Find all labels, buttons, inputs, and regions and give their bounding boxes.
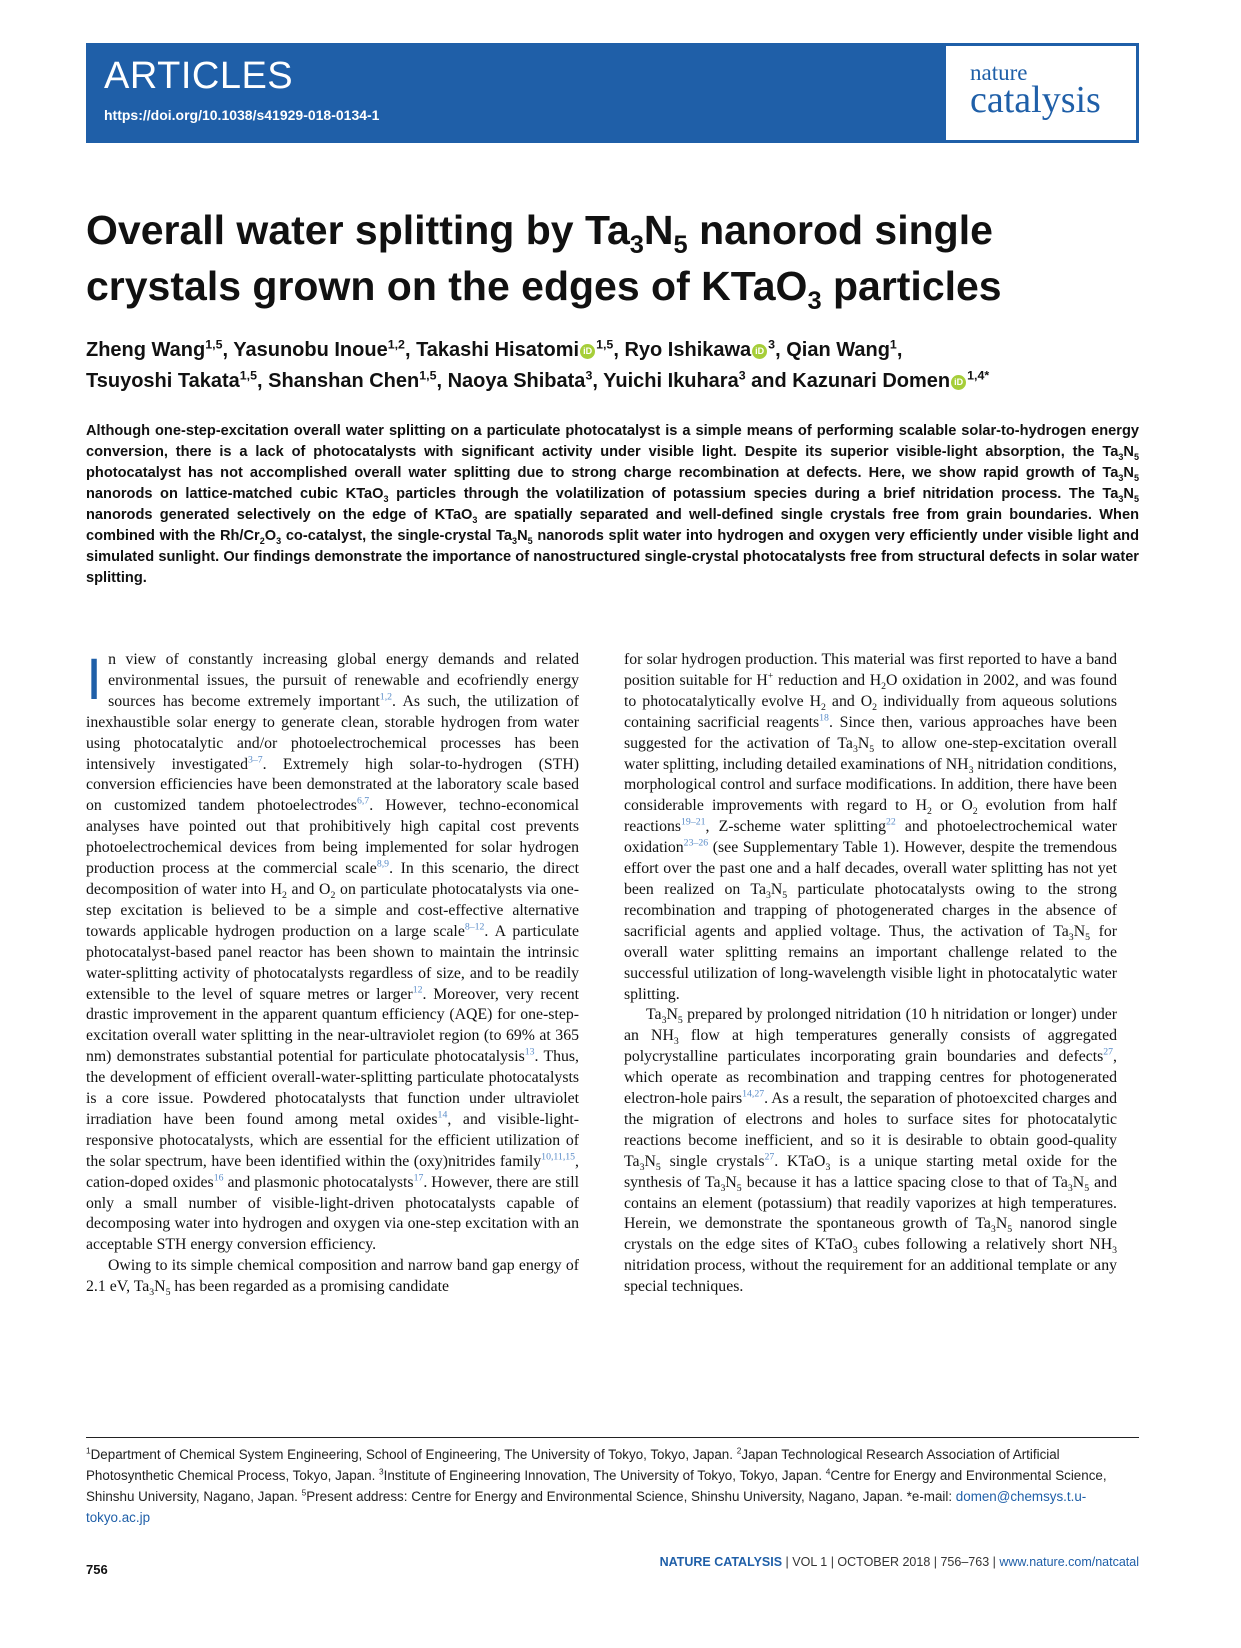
author-affiliation-marker: 3 xyxy=(768,337,776,352)
author-affiliation-marker: 1,5 xyxy=(596,337,614,352)
footnote-divider xyxy=(86,1437,1139,1438)
subscript: 5 xyxy=(527,535,533,546)
email-link[interactable]: domen@chemsys.t.u-tokyo.ac.jp xyxy=(86,1489,1087,1525)
subscript: 2 xyxy=(281,890,287,902)
citation-ref[interactable]: 8–12 xyxy=(464,921,485,933)
text-run: flow at high temperatures generally consists of aggregated polycrystalline particulates incorporating grain boundaries and defects xyxy=(624,1027,1117,1066)
author-affiliation-marker: 3 xyxy=(585,368,593,383)
text-run: co-catalyst, the single-crystal Ta xyxy=(281,528,513,544)
text-run: , Z-scheme water splitting xyxy=(705,818,886,836)
text-run: N xyxy=(666,1006,678,1024)
subscript: 3 xyxy=(673,1036,679,1048)
text-run: N xyxy=(770,880,783,898)
subscript: 3 xyxy=(852,743,858,755)
text-run: , and visible-light-responsive photocatalysts, which are essential for the efficient utilization of the solar spectrum, have been identified within the (oxy)nitrides family xyxy=(86,1110,580,1170)
text-run: particulate photocatalysts owing to the strong recombination and trapping of photogenerated charges in the absence of sacrificial agents and applied voltage. Thus, the activation of Ta xyxy=(624,880,1117,940)
author-affiliation-marker: 3 xyxy=(738,368,746,383)
subscript: 5 xyxy=(165,1287,171,1299)
text-run: single crystals xyxy=(660,1152,765,1170)
citation-ref[interactable]: 13 xyxy=(524,1046,535,1058)
text-run: N xyxy=(1123,486,1134,502)
text-run: N xyxy=(725,1173,737,1191)
subscript: 5 xyxy=(1133,493,1139,504)
subscript: 5 xyxy=(782,890,788,902)
text-run: N xyxy=(1072,1173,1085,1191)
author-name: Zheng Wang xyxy=(86,339,206,361)
subscript: 2 xyxy=(972,806,978,818)
text-run: n view of constantly increasing global energy demands and related environmental issues, the pursuit of renewable and ecofriendly energy sources has become extremely important xyxy=(108,651,579,710)
subscript: 3 xyxy=(1118,451,1124,462)
citation-ref[interactable]: 1,2 xyxy=(379,691,393,703)
subscript: 3 xyxy=(512,535,518,546)
text-run: N xyxy=(644,1152,656,1170)
text-run: evolution from half reactions xyxy=(624,797,1117,836)
subscript: 3 xyxy=(1068,931,1074,943)
body-paragraph xyxy=(86,647,580,1256)
text-run: N xyxy=(1123,444,1134,460)
subscript: 2 xyxy=(927,806,932,818)
subscript: 3 xyxy=(765,890,771,902)
subscript: 3 xyxy=(661,1015,667,1027)
orcid-icon[interactable]: iD xyxy=(951,375,966,390)
author-name: Ryo Ishikawa xyxy=(624,339,752,361)
text-run: nanorods generated selectively on the edge of KTaO xyxy=(86,507,473,523)
subscript: 3 xyxy=(1118,493,1124,504)
footer-issue-info: | VOL 1 | OCTOBER 2018 | 756–763 | xyxy=(782,1555,1000,1569)
author-affiliation-marker: 1,2 xyxy=(387,337,405,352)
subscript: 3 xyxy=(968,764,974,776)
text-run: , which operate as recombination and trapping centres for photogenerated electron-hole pairs xyxy=(624,1048,1117,1108)
citation-ref[interactable]: 14 xyxy=(437,1109,448,1121)
text-run: (see Supplementary Table 1). However, despite the tremendous effort over the past one and a half decades, overall water splitting has not yet been realized on Ta xyxy=(624,839,1117,898)
text-run: . A particulate photocatalyst-based panel reactor has been shown to maintain the intrinsic water-splitting activity of photocatalysts regardless of size, and to be readily extensible to the level of square metres or larger xyxy=(86,922,579,1003)
orcid-icon[interactable]: iD xyxy=(752,344,767,359)
text-run: N xyxy=(1073,922,1086,940)
running-footer xyxy=(660,1555,1139,1569)
affiliations: $^1$Department of Chemical System Engineering, School of Engineering, The University of Tokyo, Tokyo, Japan. $^2$Japan Technological Research Association of Artificial Photosynthetic Chemical Process, Tokyo, Japan. $^3$Institute of Engineering Innovation, The University of Tokyo, Tokyo, Japan. $^4$Centre for Energy and Environmental Science, Shinshu University, Nagano, Japan. $^5$Present address: Centre for Energy and Environmental Science, Shinshu University, Nagano, Japan. *e-mail: domen@chemsys.t.u-tokyo.ac.jp xyxy=(86,1445,1107,1525)
text-run: Owing to its simple chemical composition and narrow band gap energy of 2.1 eV, Ta xyxy=(86,1257,579,1296)
text-run: nitridation process, without the requirement for an additional template or any special techniques. xyxy=(624,1257,1117,1296)
subscript: 3 xyxy=(1112,1245,1117,1257)
text-run: N xyxy=(154,1278,166,1296)
citation-ref[interactable]: 17 xyxy=(413,1172,424,1184)
subscript: 5 xyxy=(1133,451,1139,462)
text-run: for overall water splitting remains an important challenge related to the successful utilization of long-wavelength visible light in photocatalytic water splitting. xyxy=(624,922,1117,1003)
citation-ref[interactable]: 16 xyxy=(213,1172,224,1184)
subscript: 3 xyxy=(720,1182,726,1194)
text-run: . Thus, the development of efficient overall-water-splitting particulate photocatalysts is a core issue. Powdered photocatalysts that function under ultraviolet irradiation have been found among metal oxides xyxy=(86,1048,579,1128)
text-run: nanorods split water into hydrogen and oxygen very efficiently under visible light and simulated sunlight. Our findings demonstrate the importance of nanostructured single-crystal photocatalysts free from structural defects in solar water splitting. xyxy=(86,528,1139,586)
subscript: 2 xyxy=(259,535,265,546)
author-name: Tsuyoshi Takata xyxy=(86,370,240,392)
text-run: photocatalyst has not accomplished overall water splitting due to strong charge recombination at defects. Here, we show rapid growth of Ta xyxy=(86,465,1119,481)
subscript: 5 xyxy=(1007,1224,1013,1236)
text-run: nanorods on lattice-matched cubic KTaO xyxy=(86,486,384,502)
journal-logo-line2: catalysis xyxy=(970,79,1101,121)
text-run: N xyxy=(857,734,870,752)
text-run: nanorod single crystals on the edge sites of KTaO xyxy=(624,1215,1117,1254)
text-run: or O xyxy=(931,797,973,815)
orcid-icon[interactable]: iD xyxy=(580,344,595,359)
citation-ref[interactable]: 8,9 xyxy=(376,858,390,870)
text-run: O oxidation in 2002, and was found to photocatalytically evolve H xyxy=(624,671,1117,710)
subscript: 3 xyxy=(639,1161,645,1173)
text-run: on particulate photocatalysts via one-step excitation is believed to be a simple and cost-effective alternative towards applicable hydrogen production on a large scale xyxy=(86,880,579,940)
abstract xyxy=(86,421,1139,589)
text-run: and O xyxy=(825,692,873,710)
doi-link[interactable]: https://doi.org/10.1038/s41929-018-0134-1 xyxy=(104,107,380,123)
citation-ref[interactable]: 27 xyxy=(1103,1046,1114,1058)
subscript: 3 xyxy=(383,493,389,504)
subscript: 5 xyxy=(869,743,875,755)
author-affiliation-marker: 1 xyxy=(889,337,897,352)
text-run: . As such, the utilization of inexhaustible solar energy to generate clean, storable hydrogen from water using photocatalytic and/or photoelectrochemical processes has been intensively investigated xyxy=(86,692,579,773)
subscript: 3 xyxy=(1067,1182,1073,1194)
text-run: are spatially separated and well-defined single crystals free from grain boundaries. When combined with the Rh/Cr xyxy=(86,507,1139,544)
citation-ref[interactable]: 19–21 xyxy=(681,816,706,828)
text-run: . Moreover, very recent drastic improvement in the apparent quantum efficiency (AQE) for one-step-excitation overall water splitting in the near-ultraviolet region (to 69% at 365 nm) demonstrates substantial potential for particulate photocatalysis xyxy=(86,985,579,1066)
text-run: for solar hydrogen production. This material was first reported to have a band position suitable for H xyxy=(624,651,1117,689)
text-run: and plasmonic photocatalysts xyxy=(223,1173,414,1191)
subscript: 5 xyxy=(677,1015,683,1027)
text-run: N xyxy=(995,1215,1008,1233)
author-affiliation-marker: 1,4* xyxy=(967,368,990,383)
footer-website-link[interactable]: www.nature.com/natcatal xyxy=(999,1555,1139,1569)
text-run: O xyxy=(264,528,277,544)
subscript: 2 xyxy=(872,701,878,713)
text-run: . However, techno-economical analyses have pointed out that prohibitively high capital cost prevents photoelectrochemical devices from being implemented for solar hydrogen production process at the commercial scale xyxy=(86,797,580,878)
text-run: and contains an element (potassium) that readily vaporizes at high temperatures. Herein, we demonstrate the spontaneous growth of Ta xyxy=(624,1173,1117,1233)
author-name: Qian Wang xyxy=(786,339,890,361)
text-run: cubes following a relatively short NH xyxy=(857,1236,1113,1254)
article-header-bar xyxy=(86,43,1139,143)
author-name: Takashi Hisatomi xyxy=(416,339,580,361)
footer-journal-name: NATURE CATALYSIS xyxy=(659,1555,783,1569)
citation-ref[interactable]: 23–26 xyxy=(683,837,709,849)
subscript: 3 xyxy=(852,1245,858,1257)
citation-ref[interactable]: 3–7 xyxy=(247,754,263,766)
author-list: Zheng Wang$^{1,5}$, Yasunobu Inoue$^{1,2}$, Takashi Hisatomi iD $^{1,5}$, Ryo Ishikawa iD $^3$, Qian Wang$^1$, Tsuyoshi Takata$^{1,5}$, Shanshan Chen$^{1,5}$, Naoya Shibata$^3$, Yuichi Ikuhara$^3$ and Kazunari Domen iD $^{1,4*}$ xyxy=(86,337,990,392)
body-paragraph xyxy=(624,650,1117,1005)
text-run: . In this scenario, the direct decomposition of water into H xyxy=(86,860,580,898)
text-run: individually from aqueous solutions containing sacrificial reagents xyxy=(624,692,1117,731)
text-run: N xyxy=(1123,465,1134,481)
text-run: . Extremely high solar-to-hydrogen (STH) conversion efficiencies have been demonstrated at the laboratory scale based on customized tandem photoelectrodes xyxy=(86,755,579,815)
subscript: 3 xyxy=(276,535,282,546)
text-run: has been regarded as a promising candidate xyxy=(170,1278,449,1296)
text-run: is a unique starting metal oxide for the synthesis of Ta xyxy=(624,1152,1117,1191)
text-run: reduction and H xyxy=(773,671,882,689)
text-run: . Since then, various approaches have been suggested for the activation of Ta xyxy=(624,713,1118,752)
text-run: . KTaO xyxy=(774,1152,826,1170)
author-name: Yasunobu Inoue xyxy=(233,339,388,361)
citation-ref[interactable]: 10,11,15 xyxy=(541,1151,576,1163)
author-name: Kazunari Domen xyxy=(792,370,951,392)
text-run: nitridation conditions, morphological control and surface modifications. In addition, there have been considerable improvements with regard to H xyxy=(624,755,1117,815)
drop-cap: I xyxy=(86,647,103,712)
text-run: prepared by prolonged nitridation (10 h nitridation or longer) under an NH xyxy=(624,1006,1117,1045)
subscript: 5 xyxy=(1133,472,1139,483)
subscript: 3 xyxy=(990,1224,996,1236)
citation-ref[interactable]: 12 xyxy=(412,984,423,996)
subscript: 3 xyxy=(472,514,478,525)
text-run: because it has a lattice spacing close to that of Ta xyxy=(741,1173,1068,1191)
subscript: 5 xyxy=(736,1182,742,1194)
text-run: . As a result, the separation of photoexcited charges and the migration of electrons and holes to surface sites for photocatalytic reactions become inefficient, and so it is desirable to obtain good-quality Ta xyxy=(624,1090,1117,1170)
text-run: Although one-step-excitation overall water splitting on a particulate photocatalyst is a simple means of performing scalable solar-to-hydrogen energy conversion, there is a lack of photocatalysts with significant activity under visible light. Despite its superior visible-light absorption, the Ta xyxy=(86,423,1139,460)
author-affiliation-marker: 1,5 xyxy=(205,337,223,352)
author-name: Naoya Shibata xyxy=(447,370,586,392)
page-number: 756 xyxy=(86,1562,108,1577)
subscript: 2 xyxy=(881,681,887,693)
text-run: and photoelectrochemical water oxidation xyxy=(624,818,1117,857)
author-name: Shanshan Chen xyxy=(268,370,420,392)
text-run: and O xyxy=(286,880,331,898)
subscript: 3 xyxy=(1118,472,1124,483)
text-run: N xyxy=(517,528,528,544)
author-affiliation-marker: 1,5 xyxy=(239,368,257,383)
text-run: . However, there are still only a small number of visible-light-driven photocatalysts capable of decomposing water into hydrogen and oxygen via one-step excitation with an acceptable STH energy conversion efficiency. xyxy=(86,1173,580,1254)
subscript: 2 xyxy=(821,701,826,713)
citation-ref[interactable]: 27 xyxy=(764,1151,775,1163)
citation-ref[interactable]: 6,7 xyxy=(356,796,370,808)
text-run: , cation-doped oxides xyxy=(86,1152,579,1191)
journal-logo[interactable] xyxy=(946,46,1136,140)
journal-logo-line1: nature xyxy=(970,60,1028,85)
section-label: ARTICLES xyxy=(104,55,294,97)
article-title: Overall water splitting by $Ta_3N_5$ nanorod single crystals grown on the edges of KTaO$_3$ particles xyxy=(86,207,1002,316)
text-run: to allow one-step-excitation overall water splitting, including detailed examinations of NH xyxy=(624,734,1117,773)
citation-ref[interactable]: 14,27 xyxy=(742,1088,765,1100)
subscript: 3 xyxy=(825,1161,831,1173)
text-run: particles through the volatilization of potassium species during a brief nitridation process. The Ta xyxy=(388,486,1119,502)
citation-ref[interactable]: 22 xyxy=(885,816,896,828)
author-name: Yuichi Ikuhara xyxy=(603,370,739,392)
subscript: 3 xyxy=(149,1287,155,1299)
text-run: Ta xyxy=(646,1006,662,1024)
subscript: 5 xyxy=(655,1161,661,1173)
subscript: 2 xyxy=(330,890,336,902)
body-paragraph xyxy=(86,1256,579,1298)
subscript: 5 xyxy=(1085,931,1090,943)
body-column-left xyxy=(86,647,580,1299)
body-paragraph xyxy=(624,1005,1117,1298)
author-affiliation-marker: 1,5 xyxy=(419,368,437,383)
body-column-right xyxy=(624,650,1117,1298)
citation-ref[interactable]: 18 xyxy=(819,712,829,724)
superscript: + xyxy=(767,670,774,682)
subscript: 5 xyxy=(1084,1182,1090,1194)
